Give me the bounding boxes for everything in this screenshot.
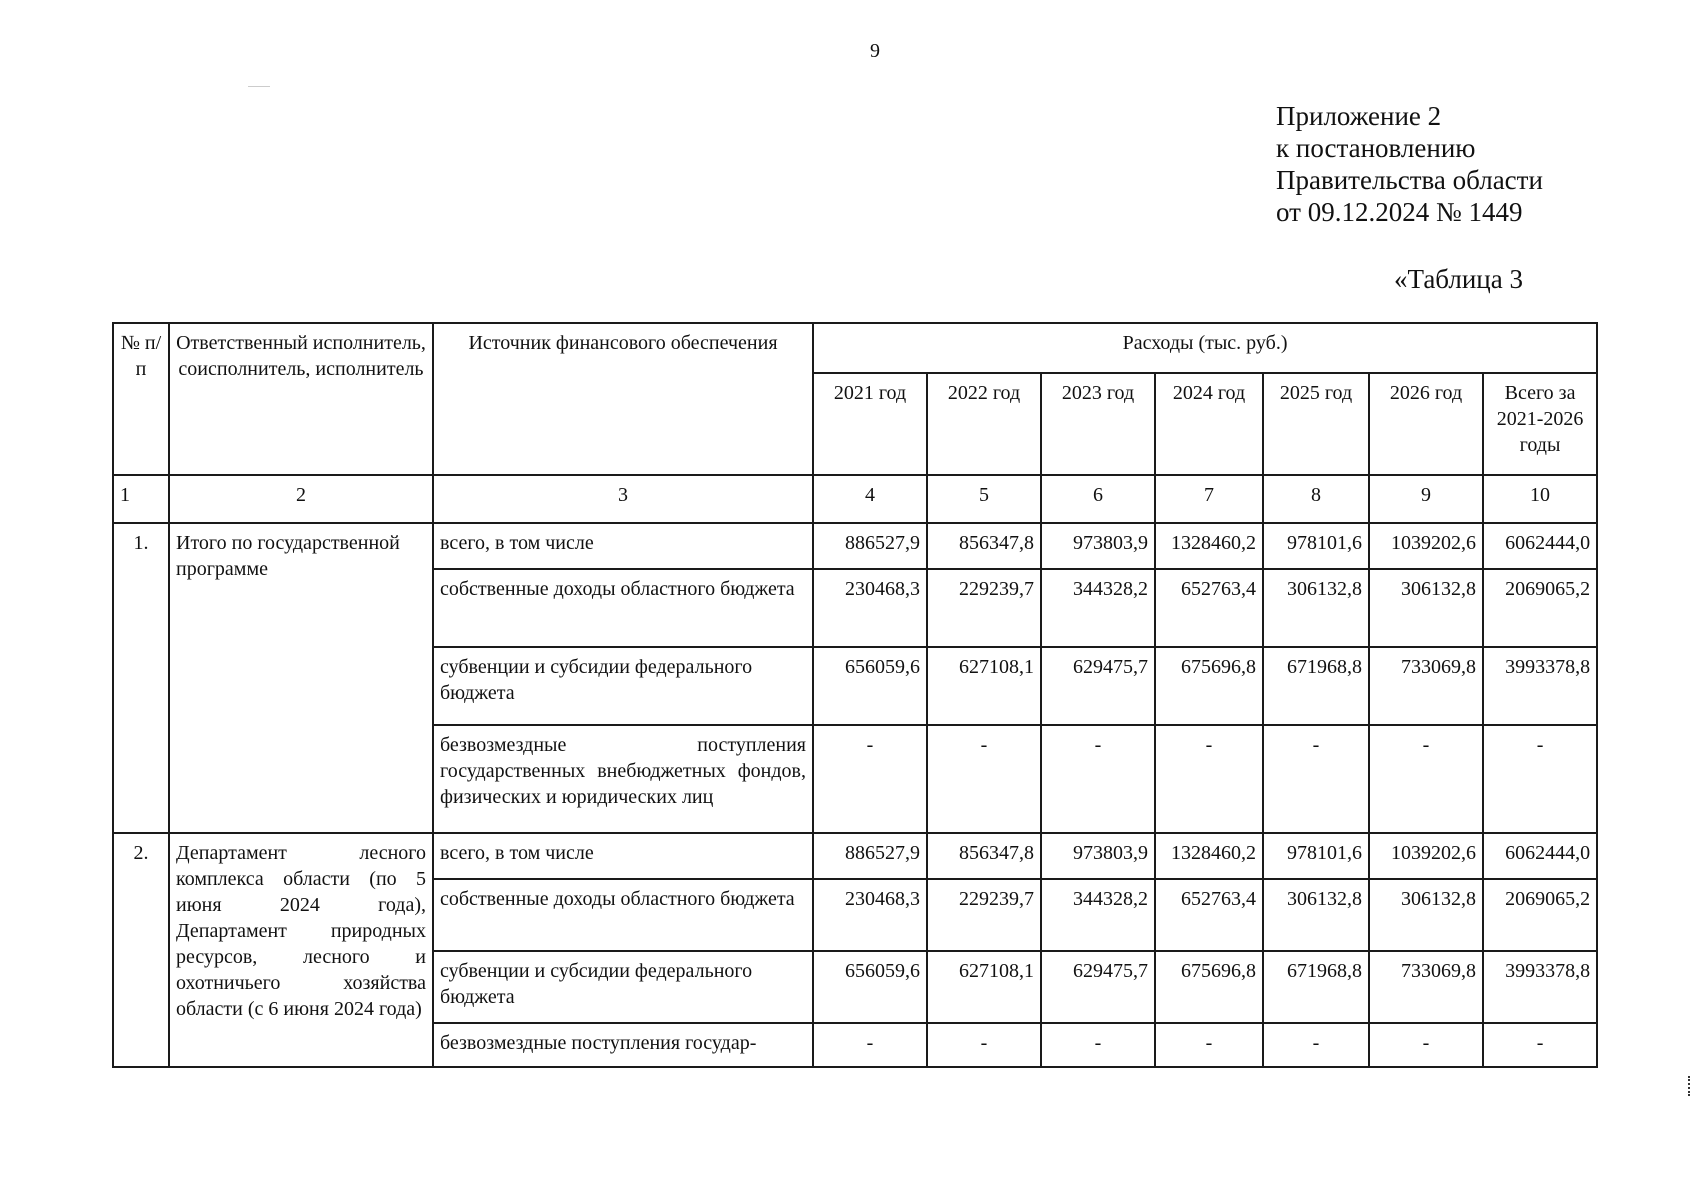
table-caption: «Таблица 3 — [1394, 264, 1523, 294]
value-cell: 978101,6 — [1263, 833, 1369, 879]
scan-edge-mark — [1688, 1076, 1693, 1096]
value-cell: 1039202,6 — [1369, 833, 1483, 879]
value-cell: - — [813, 1023, 927, 1067]
column-number: 10 — [1483, 475, 1597, 523]
value-cell: - — [1369, 1023, 1483, 1067]
value-cell: 2069065,2 — [1483, 879, 1597, 951]
source-cell: собственные доходы областного бюджета — [433, 569, 813, 647]
section-executor: Итого по государственной программе — [169, 523, 433, 833]
column-number: 2 — [169, 475, 433, 523]
value-cell: 230468,3 — [813, 569, 927, 647]
appendix-block — [1276, 100, 1543, 228]
value-cell: - — [1263, 725, 1369, 833]
section-num: 2. — [113, 833, 169, 1067]
value-cell: 2069065,2 — [1483, 569, 1597, 647]
value-cell: 306132,8 — [1263, 879, 1369, 951]
value-cell: 306132,8 — [1369, 569, 1483, 647]
value-cell: - — [1263, 1023, 1369, 1067]
source-cell: безвозмездные поступления государственных внебюджетных фондов, физических и юридических лиц — [433, 725, 813, 833]
appendix-line-1: Приложение 2 — [1276, 101, 1442, 131]
value-cell: 230468,3 — [813, 879, 927, 951]
value-cell: 652763,4 — [1155, 569, 1263, 647]
header-year: 2025 год — [1263, 373, 1369, 475]
value-cell: 344328,2 — [1041, 569, 1155, 647]
value-cell: 733069,8 — [1369, 647, 1483, 725]
value-cell: 3993378,8 — [1483, 951, 1597, 1023]
value-cell: 652763,4 — [1155, 879, 1263, 951]
value-cell: 886527,9 — [813, 523, 927, 569]
source-cell: всего, в том числе — [433, 833, 813, 879]
column-number: 3 — [433, 475, 813, 523]
value-cell: - — [1369, 725, 1483, 833]
value-cell: - — [927, 1023, 1041, 1067]
header-row — [113, 323, 1597, 373]
appendix-line-4: от 09.12.2024 № 1449 — [1276, 197, 1523, 227]
section-num: 1. — [113, 523, 169, 833]
value-cell: 627108,1 — [927, 647, 1041, 725]
value-cell: - — [1155, 1023, 1263, 1067]
value-cell: - — [927, 725, 1041, 833]
source-cell: субвенции и субсидии федерального бюджета — [433, 647, 813, 725]
value-cell: 306132,8 — [1263, 569, 1369, 647]
value-cell: 306132,8 — [1369, 879, 1483, 951]
column-number: 6 — [1041, 475, 1155, 523]
value-cell: 6062444,0 — [1483, 523, 1597, 569]
header-year: 2021 год — [813, 373, 927, 475]
value-cell: - — [1483, 725, 1597, 833]
header-source: Источник финансового обеспечения — [433, 323, 813, 475]
header-expenses: Расходы (тыс. руб.) — [813, 323, 1597, 373]
value-cell: 856347,8 — [927, 833, 1041, 879]
scan-artifact — [248, 86, 270, 87]
value-cell: - — [1155, 725, 1263, 833]
header-year: 2023 год — [1041, 373, 1155, 475]
value-cell: - — [813, 725, 927, 833]
section-executor: Департамент лесного комплекса области (по 5 июня 2024 года), Департамент природных ресурсов, лесного и охотничьего хозяйства области (с 6 июня 2024 года) — [169, 833, 433, 1067]
page-number: 9 — [870, 40, 880, 62]
value-cell: - — [1041, 1023, 1155, 1067]
appendix-line-2: к постановлению — [1276, 133, 1476, 163]
header-num: № п/п — [113, 323, 169, 475]
budget-table — [112, 322, 1598, 1068]
value-cell: 1328460,2 — [1155, 833, 1263, 879]
column-number: 9 — [1369, 475, 1483, 523]
column-number: 4 — [813, 475, 927, 523]
value-cell: 675696,8 — [1155, 951, 1263, 1023]
value-cell: - — [1483, 1023, 1597, 1067]
value-cell: 6062444,0 — [1483, 833, 1597, 879]
column-number: 1 — [113, 475, 169, 523]
header-total: Всего за 2021-2026 годы — [1483, 373, 1597, 475]
value-cell: 229239,7 — [927, 569, 1041, 647]
source-cell: безвозмездные поступления государ- — [433, 1023, 813, 1067]
value-cell: 973803,9 — [1041, 833, 1155, 879]
value-cell: 344328,2 — [1041, 879, 1155, 951]
source-cell: собственные доходы областного бюджета — [433, 879, 813, 951]
value-cell: 671968,8 — [1263, 951, 1369, 1023]
value-cell: 627108,1 — [927, 951, 1041, 1023]
appendix-line-3: Правительства области — [1276, 165, 1543, 195]
value-cell: 886527,9 — [813, 833, 927, 879]
value-cell: 229239,7 — [927, 879, 1041, 951]
column-number: 8 — [1263, 475, 1369, 523]
value-cell: 973803,9 — [1041, 523, 1155, 569]
value-cell: 671968,8 — [1263, 647, 1369, 725]
value-cell: 1328460,2 — [1155, 523, 1263, 569]
table-row — [113, 523, 1597, 569]
source-cell: всего, в том числе — [433, 523, 813, 569]
header-year: 2026 год — [1369, 373, 1483, 475]
source-cell: субвенции и субсидии федерального бюджета — [433, 951, 813, 1023]
value-cell: 856347,8 — [927, 523, 1041, 569]
value-cell: 656059,6 — [813, 951, 927, 1023]
value-cell: 1039202,6 — [1369, 523, 1483, 569]
header-year: 2024 год — [1155, 373, 1263, 475]
column-number: 7 — [1155, 475, 1263, 523]
value-cell: 3993378,8 — [1483, 647, 1597, 725]
column-number-row — [113, 475, 1597, 523]
header-executor: Ответственный исполнитель, соисполнитель, исполнитель — [169, 323, 433, 475]
value-cell: 629475,7 — [1041, 951, 1155, 1023]
value-cell: 629475,7 — [1041, 647, 1155, 725]
value-cell: 656059,6 — [813, 647, 927, 725]
column-number: 5 — [927, 475, 1041, 523]
value-cell: 978101,6 — [1263, 523, 1369, 569]
value-cell: 675696,8 — [1155, 647, 1263, 725]
table-row — [113, 833, 1597, 879]
value-cell: 733069,8 — [1369, 951, 1483, 1023]
header-year: 2022 год — [927, 373, 1041, 475]
value-cell: - — [1041, 725, 1155, 833]
